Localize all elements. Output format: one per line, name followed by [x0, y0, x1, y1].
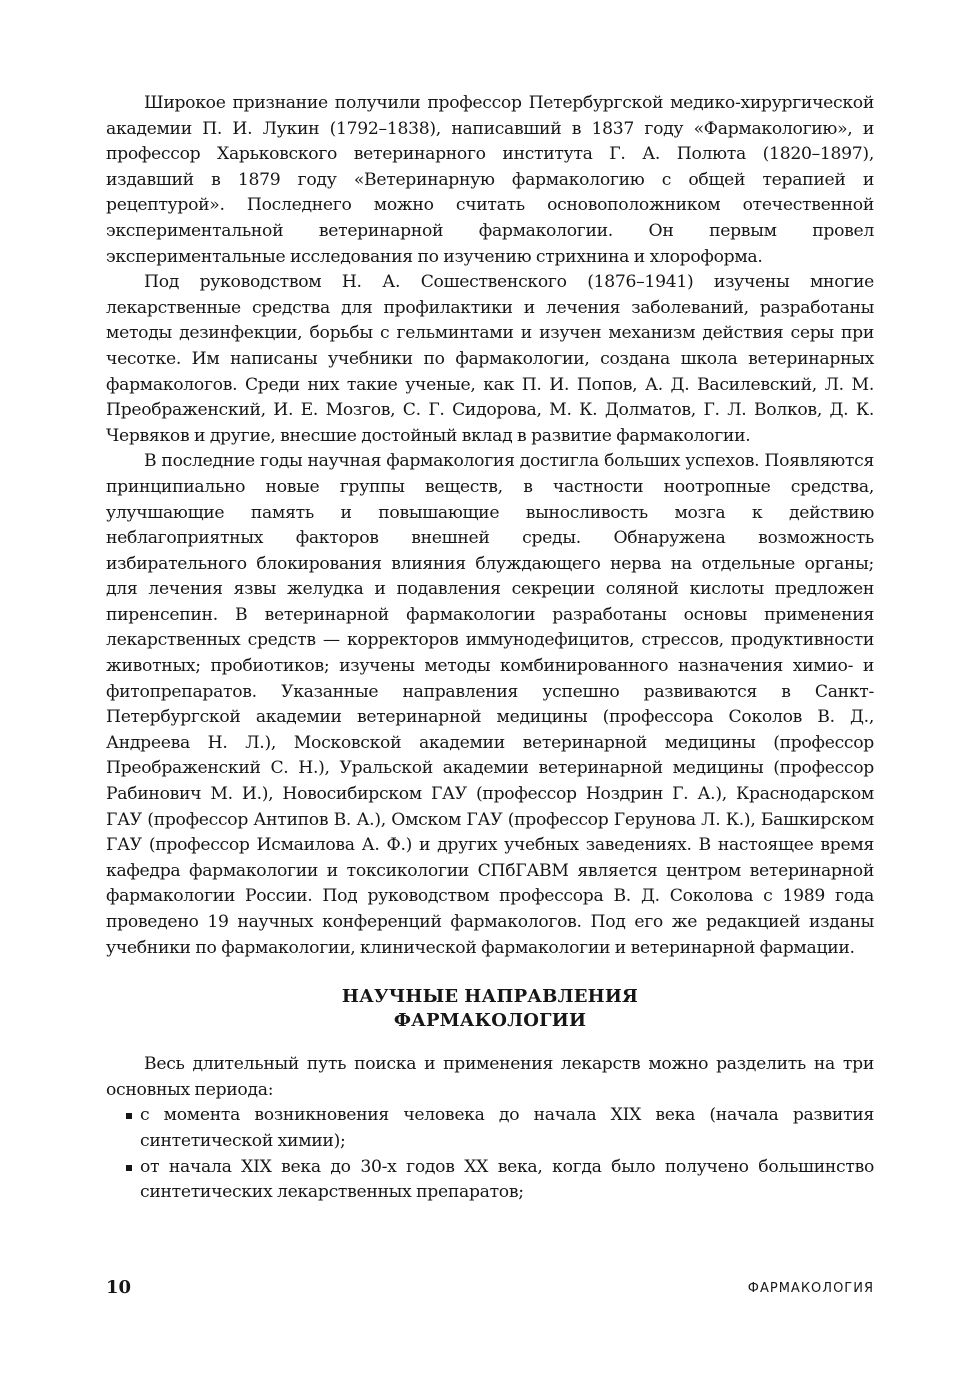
section-heading	[106, 985, 874, 1033]
page-body	[106, 91, 874, 1206]
list-item-text: с момента возникновения человека до начала XIX века (начала развития синтетической химии);	[140, 1105, 874, 1151]
section-heading-line-1: НАУЧНЫЕ НАПРАВЛЕНИЯ	[341, 986, 639, 1008]
running-head: ФАРМАКОЛОГИЯ	[747, 1281, 874, 1296]
bullet-square-icon	[126, 1165, 132, 1171]
list-item	[106, 1155, 874, 1206]
paragraph-history-lukin-polyuta: Широкое признание получили профессор Петербургской медико-хирургической академии П. И. Лукин (1792–1838), написавший в 1837 году «Фармакологию», и профессор Харьковского ветеринарного института Г. А. Полюта (1820–1897), издавший в 1879 году «Ветеринарную фармакологию с общей терапией и рецептурой». Последнего можно считать основоположником отечественной экспериментальной ветеринарной фармакологии. Он первым провел экспериментальные исследования по изучению стрихнина и хлороформа.	[106, 93, 874, 267]
section-heading-line-2: ФАРМАКОЛОГИИ	[393, 1010, 587, 1032]
paragraph-recent-advances: В последние годы научная фармакология достигла больших успехов. Появляются принципиально новые группы веществ, в частности ноотропные средства, улучшающие память и повышающие выносливость мозга к действию неблагоприятных факторов внешней среды. Обнаружена возможность избирательного блокирования влияния блуждающего нерва на отдельные органы; для лечения язвы желудка и подавления секреции соляной кислоты предложен пиренсепин. В ветеринарной фармакологии разработаны основы применения лекарственных средств — корректоров иммунодефицитов, стрессов, продуктивности животных; пробиотиков; изучены методы комбинированного назначения химио- и фитопрепаратов. Указанные направления успешно развиваются в Санкт-Петербургской академии ветеринарной медицины (профессора Соколов В. Д., Андреева Н. Л.), Московской академии ветеринарной медицины (профессор Преображенский С. Н.), Уральской академии ветеринарной медицины (профессор Рабинович М. И.), Новосибирском ГАУ (профессор Ноздрин Г. А.), Краснодарском ГАУ (профессор Антипов В. А.), Омском ГАУ (профессор Герунова Л. К.), Башкирском ГАУ (профессор Исмаилова А. Ф.) и других учебных заведениях. В настоящее время кафедра фармакологии и токсикологии СПбГАВМ является центром ветеринарной фармакологии России. Под руководством профессора В. Д. Соколова с 1989 года проведено 19 научных конференций фармакологов. Под его же редакцией изданы учебники по фармакологии, клинической фармакологии и ветеринарной фармации.	[106, 451, 874, 958]
list-item-text: от начала XIX века до 30-х годов XX века, когда было получено большинство синтетических лекарственных препаратов;	[140, 1156, 874, 1203]
paragraph-sosheshvensky-school: Под руководством Н. А. Сошественского (1876–1941) изучены многие лекарственные средства для профилактики и лечения заболеваний, разработаны методы дезинфекции, борьбы с гельминтами и изучен механизм действия серы при чесотке. Им написаны учебники по фармакологии, создана школа ветеринарных фармакологов. Среди них такие ученые, как П. И. Попов, А. Д. Василевский, Л. М. Преображенский, И. Е. Мозгов, С. Г. Сидорова, М. К. Долматов, Г. Л. Волков, Д. К. Червяков и другие, внесшие достойный вклад в развитие фармакологии.	[106, 272, 874, 446]
page-number: 10	[106, 1277, 132, 1298]
paragraph-periods-intro: Весь длительный путь поиска и применения лекарств можно разделить на три основных периода:	[106, 1054, 874, 1100]
bullet-square-icon	[126, 1113, 132, 1119]
periods-list	[106, 1103, 874, 1205]
list-item	[106, 1103, 874, 1154]
page-footer	[106, 1277, 874, 1299]
